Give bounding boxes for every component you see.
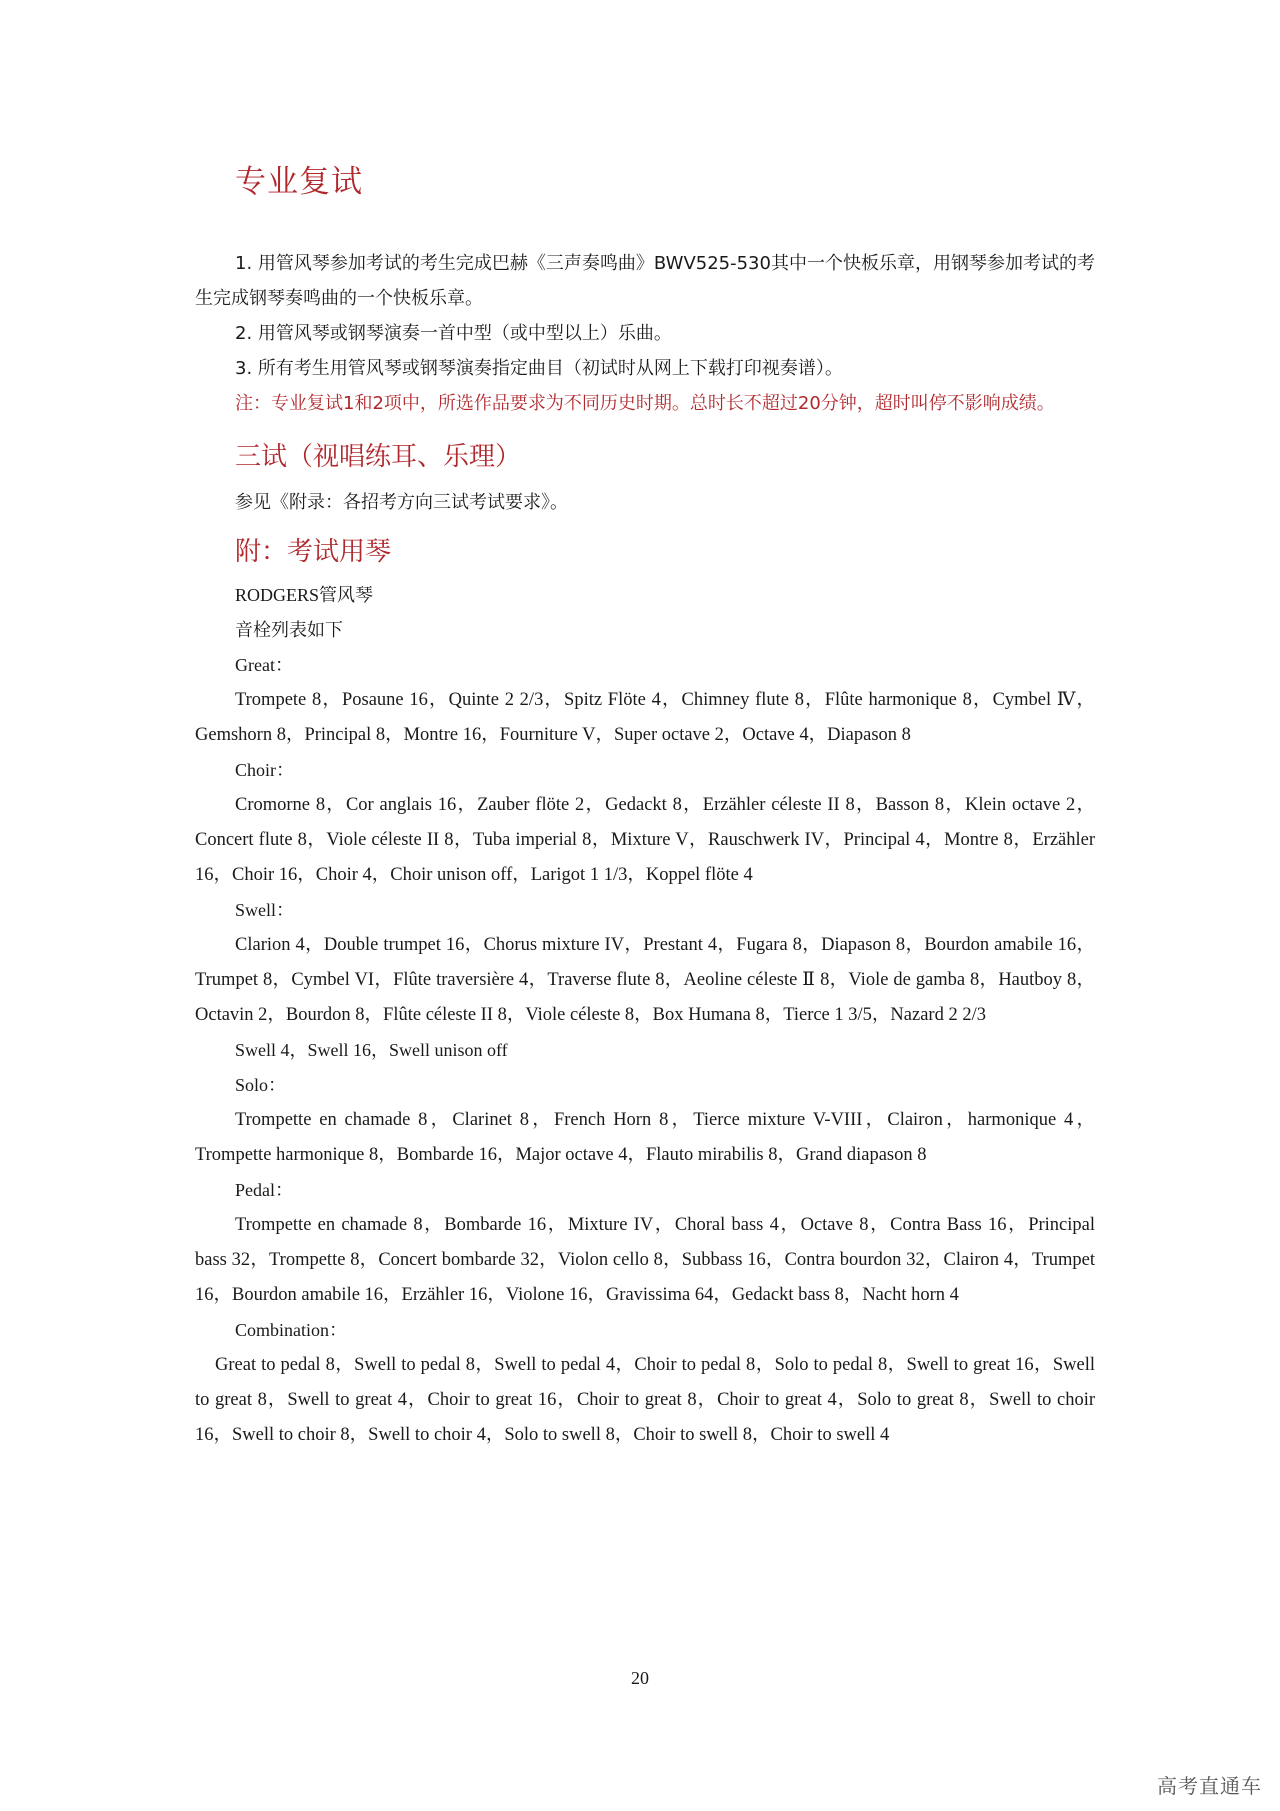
- pedal-label: Pedal：: [235, 1180, 293, 1200]
- swell-label: Swell：: [235, 900, 295, 920]
- appendix-heading: 附：考试用琴: [235, 537, 392, 567]
- solo-label: Solo：: [235, 1075, 287, 1095]
- combination-label: Combination：: [235, 1320, 347, 1340]
- pedal-stops: Trompette en chamade 8，Bombarde 16，Mixture IV，Choral bass 4，Octave 8，Contra Bass 16，Principal bass 32，Trompette 8，Concert bombarde 32，Violon cello 8，Subbass 16，Contra bourdon 32，Clairon 4，Trumpet 16，Bourdon amabile 16，Erzähler 16，Violone 16，Gravissima 64，Gedackt bass 8，Nacht horn 4: [195, 1215, 1095, 1305]
- third-exam-text: 参见《附录：各招考方向三试考试要求》。: [235, 492, 568, 513]
- third-exam-heading: 三试（视唱练耳、乐理）: [235, 442, 522, 472]
- choir-stops: Cromorne 8，Cor anglais 16，Zauber flöte 2，Gedackt 8，Erzähler céleste II 8，Basson 8，Klein octave 2，Concert flute 8，Viole céleste II 8，Tuba imperial 8，Mixture V，Rauschwerk IV，Principal 4，Montre 8，Erzähler 16，Choir 16，Choir 4，Choir unison off，Larigot 1 1/3，Koppel flöte 4: [195, 795, 1095, 885]
- reexam-item-2: 2. 用管风琴或钢琴演奏一首中型（或中型以上）乐曲。: [235, 323, 672, 344]
- solo-stops: Trompette en chamade 8，Clarinet 8，French Horn 8，Tierce mixture V-VIII，Clairon，harmonique 4，Trompette harmonique 8，Bombarde 16，Major octave 4，Flauto mirabilis 8，Grand diapason 8: [195, 1110, 1095, 1165]
- page-content: [195, 160, 1095, 1453]
- reexam-heading: 专业复试: [235, 164, 363, 200]
- page-number: 20: [631, 1668, 649, 1688]
- choir-label: Choir：: [235, 760, 295, 780]
- great-stops: Trompete 8，Posaune 16，Quinte 2 2/3，Spitz Flöte 4，Chimney flute 8，Flûte harmonique 8，Cymbel Ⅳ，Gemshorn 8，Principal 8，Montre 16，Fourniture V，Super octave 2，Octave 4，Diapason 8: [195, 690, 1095, 745]
- reexam-item-1: 1. 用管风琴参加考试的考生完成巴赫《三声奏鸣曲》BWV525-530其中一个快板乐章，用钢琴参加考试的考生完成钢琴奏鸣曲的一个快板乐章。: [195, 253, 1095, 309]
- combination-couplers: Great to pedal 8，Swell to pedal 8，Swell to pedal 4，Choir to pedal 8，Solo to pedal 8，Swell to great 16，Swell to great 8，Swell to great 4，Choir to great 16，Choir to great 8，Choir to great 4，Solo to great 8，Swell to choir 16，Swell to choir 8，Swell to choir 4，Solo to swell 8，Choir to swell 8，Choir to swell 4: [195, 1355, 1095, 1445]
- instrument-name: RODGERS管风琴: [235, 585, 374, 605]
- watermark-text: 高考直通车: [1157, 1774, 1262, 1798]
- great-label: Great：: [235, 655, 293, 675]
- reexam-note: 注：专业复试1和2项中，所选作品要求为不同历史时期。总时长不超过20分钟，超时叫停不影响成绩。: [235, 393, 1055, 414]
- swell-stops: Clarion 4，Double trumpet 16，Chorus mixture IV，Prestant 4，Fugara 8，Diapason 8，Bourdon amabile 16，Trumpet 8，Cymbel VI，Flûte traversière 4，Traverse flute 8，Aeoline céleste Ⅱ 8，Viole de gamba 8，Hautboy 8，Octavin 2，Bourdon 8，Flûte céleste II 8，Viole céleste 8，Box Humana 8，Tierce 1 3/5，Nazard 2 2/3: [195, 935, 1095, 1025]
- reexam-item-3: 3. 所有考生用管风琴或钢琴演奏指定曲目（初试时从网上下载打印视奏谱）。: [235, 358, 843, 379]
- swell-extra-stops: Swell 4，Swell 16，Swell unison off: [235, 1040, 508, 1060]
- stop-list-intro: 音栓列表如下: [235, 620, 343, 641]
